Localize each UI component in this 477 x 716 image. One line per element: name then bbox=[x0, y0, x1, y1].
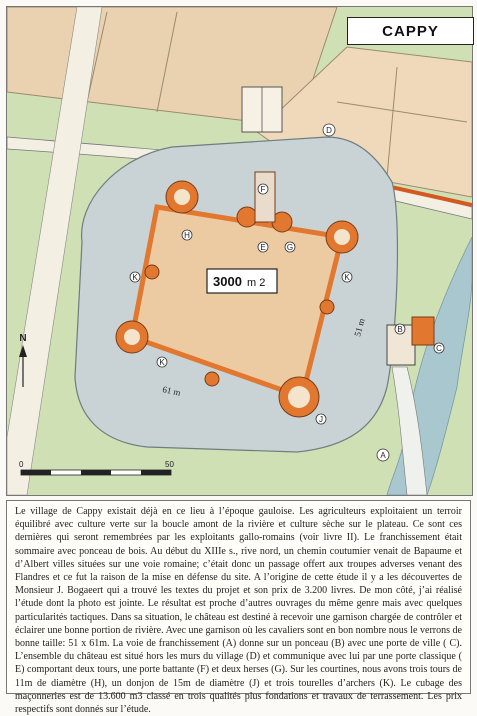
plan-drawing bbox=[7, 7, 472, 495]
scale-end: 50 bbox=[165, 460, 174, 469]
label-k-west: K bbox=[132, 273, 138, 282]
north-label: N bbox=[19, 333, 27, 344]
label-d: D bbox=[326, 126, 332, 135]
label-f: F bbox=[260, 185, 266, 194]
gate-tower-left bbox=[237, 207, 257, 227]
turret-k-east bbox=[320, 300, 334, 314]
scale-start: 0 bbox=[19, 460, 24, 469]
label-h: H bbox=[184, 231, 190, 240]
description-text: Le village de Cappy existait déjà en ce lieu à l’époque gauloise. Les agriculteurs exploitaient un terroir équilibré avec culture verte sur la boucle amont de la rivière et culture sèche sur le plateau. Ce sont ces dernières qui seront remembrées par les exploitants gallo-romains (voir livre II). Le franchissement était sommaire avec ponceau de bois. Au début du XIIIe s., rive nord, un chemin coutumier venait de Bapaume et d’Albert villes situées sur une voie romaine; c’était donc un passage offert aux troupes adverses venant des Flandres et ce fut la raison de la mise en défense du site. A l’origine de cette étude il y a les découvertes de Monsieur J. Bogaeert qui a trouvé les textes du projet et son prix de 3.200 livres. De mon côté, j’ai réalisé l’étude dont la photo est jointe. Le résultat est proche d’autres ouvrages du même genre mais avec quelques particularités tactiques. Dans sa situation, le château est destiné à recevoir une garnison chargée de contrôler et éclairer une bonne portion de rivière. Avec une garnison où les cavaliers sont en bon nombre nous le verrons de bonne taille: 51 x 61m. La voie de franchissement (A) donne sur un ponceau (B) avec une porte de ville ( C). L’ensemble du château est situé hors les murs du village (D) et communique avec lui par une porte classique ( E) comportant deux tours, une porte battante (F) et deux herses (G). Sur les courtines, nous avons trois tours de 11m de diamètre (H), un donjon de 15m de diamètre (J) et trois tourelles d’archers (K). Le cubage des maçonneries est de 13.600 m3 classé en trois qualités plus fondations et travaux de terrassement. Les prix respectifs sont donnés sur l’étude. bbox=[15, 506, 462, 716]
turret-k-south bbox=[205, 372, 219, 386]
gate-passage bbox=[255, 172, 275, 222]
area-value: 3000 bbox=[213, 274, 242, 289]
label-k-east: K bbox=[344, 273, 350, 282]
turret-k-west bbox=[145, 265, 159, 279]
length-label: 51 m bbox=[352, 317, 367, 338]
description-box bbox=[6, 500, 471, 716]
label-j: J bbox=[319, 415, 323, 424]
label-g: G bbox=[286, 243, 294, 252]
area-unit: m 2 bbox=[247, 277, 266, 289]
label-k-south: K bbox=[159, 358, 165, 367]
label-b: B bbox=[397, 325, 403, 334]
plan-title: CAPPY bbox=[347, 17, 474, 45]
castle-plan bbox=[6, 6, 473, 496]
label-c: C bbox=[436, 344, 442, 353]
width-label: 61 m bbox=[161, 384, 182, 398]
label-a: A bbox=[380, 451, 386, 460]
label-e: E bbox=[260, 243, 266, 252]
porte-de-ville-c bbox=[412, 317, 434, 345]
